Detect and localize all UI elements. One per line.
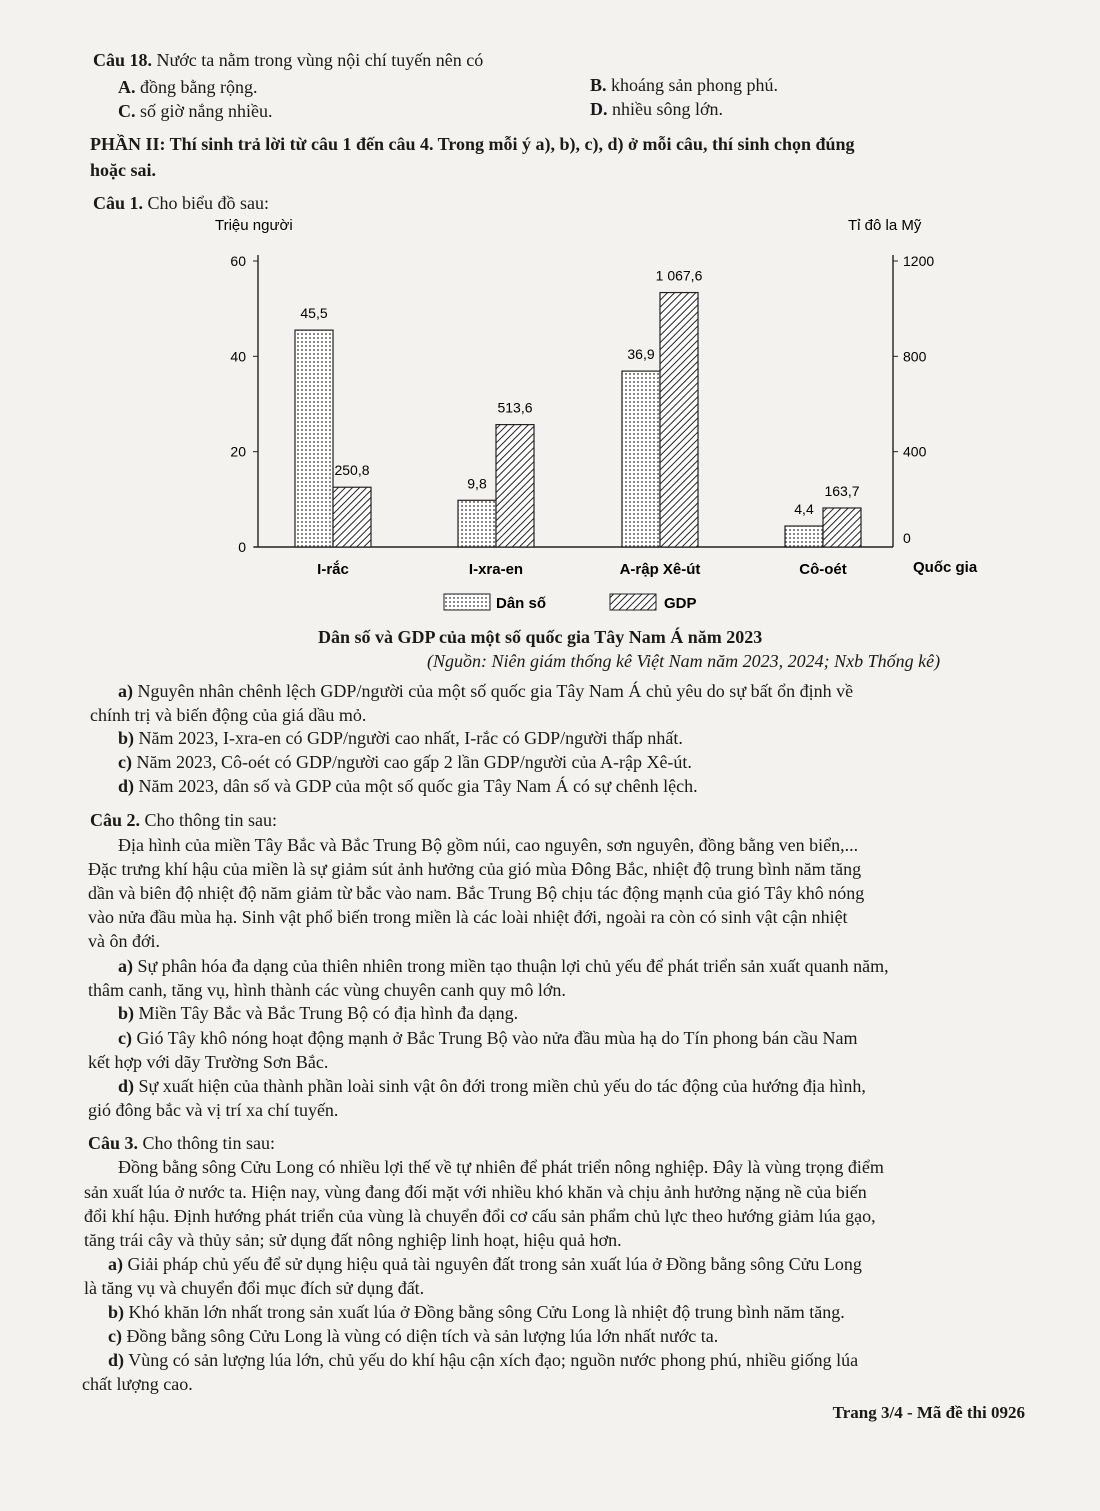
left-tick-label: 40 [230,348,246,365]
right-tick-label: 0 [903,530,911,546]
right-tick-label: 1200 [903,253,935,269]
q18-option-b: B. khoáng sản phong phú. [590,75,778,95]
c1-item-a-cont: chính trị và biến động của giá dầu mỏ. [90,705,367,725]
bar-dan-so [295,330,333,547]
left-tick-label: 20 [230,443,246,460]
bar-gdp [333,487,371,547]
c3-item-a: a) Giải pháp chủ yếu để sử dụng hiệu quả tài nguyên đất trong sản xuất lúa ở Đồng bằng sông Cửu Long [108,1254,862,1274]
legend-swatch-dan-so [444,594,490,610]
q18-heading [93,49,483,71]
category-label: A-rập Xê-út [619,561,701,578]
c3-text-line: tăng trái cây và thủy sản; sử dụng đất nông nghiệp linh hoạt, hiệu quả hơn. [84,1230,622,1250]
q18-option-c: C. số giờ nắng nhiều. [118,101,273,121]
c3-text-line: đổi khí hậu. Định hướng phát triển của vùng là chuyển đổi cơ cấu sản phẩm chủ lực theo hướng giảm lúa gạo, [84,1206,876,1226]
c2-heading [90,809,277,831]
q18-text: Nước ta nằm trong vùng nội chí tuyến nên có [152,50,484,70]
left-axis-title: Triệu người [215,217,293,234]
bar-gdp [660,293,698,547]
right-axis-title: Tỉ đô la Mỹ [848,217,922,234]
page-footer: Trang 3/4 - Mã đề thi 0926 [832,1403,1025,1422]
bar-gdp [496,425,534,547]
c3-item-a-cont: là tăng vụ và chuyển đổi mục đích sử dụng đất. [84,1278,425,1298]
c2-item-d-cont: gió đông bắc và vị trí xa chí tuyến. [88,1100,339,1120]
category-label: I-xra-en [468,561,524,578]
legend-label-dan-so: Dân số [496,595,547,612]
c1-item-b: b) Năm 2023, I-xra-en có GDP/người cao nhất, I-rắc có GDP/người thấp nhất. [118,728,683,748]
data-label-dan-so: 45,5 [300,305,328,322]
bar-chart [200,208,1000,618]
bar-gdp [823,508,861,547]
c3-text-line: Đồng bằng sông Cửu Long có nhiều lợi thế về tự nhiên để phát triển nông nghiệp. Đây là vùng trọng điểm [118,1157,884,1177]
chart-caption: Dân số và GDP của một số quốc gia Tây Nam Á năm 2023 [318,627,763,647]
category-label: I-rắc [317,561,349,578]
c3-heading [88,1132,275,1154]
c2-text-line: và ôn đới. [88,931,161,951]
data-label-gdp: 250,8 [334,462,370,479]
c1-number: Câu 1. [93,193,144,213]
legend-label-gdp: GDP [664,595,697,612]
c2-item-a-cont: thâm canh, tăng vụ, hình thành các vùng chuyên canh quy mô lớn. [88,980,566,1000]
right-tick-label: 400 [903,443,927,460]
c2-item-c: c) Gió Tây khô nóng hoạt động mạnh ở Bắc Trung Bộ vào nửa đầu mùa hạ do Tín phong bán cầu Nam [118,1028,858,1048]
q18-number: Câu 18. [93,50,153,70]
c1-item-d: d) Năm 2023, dân số và GDP của một số quốc gia Tây Nam Á có sự chênh lệch. [118,776,698,796]
c2-item-b: b) Miền Tây Bắc và Bắc Trung Bộ có địa hình đa dạng. [118,1003,519,1023]
right-tick-label: 800 [903,348,927,365]
c3-number: Câu 3. [88,1133,139,1153]
legend-swatch-gdp [610,594,656,610]
c1-item-c: c) Năm 2023, Cô-oét có GDP/người cao gấp 2 lần GDP/người của A-rập Xê-út. [118,752,692,772]
c3-item-b: b) Khó khăn lớn nhất trong sản xuất lúa ở Đồng bằng sông Cửu Long là nhiệt độ trung bình năm tăng. [108,1302,845,1322]
c3-text-line: sản xuất lúa ở nước ta. Hiện nay, vùng đang đối mặt với nhiều khó khăn và chịu ảnh hưởng nặng nề của biến [84,1182,867,1202]
c3-item-c: c) Đồng bằng sông Cửu Long là vùng có diện tích và sản lượng lúa lớn nhất nước ta. [108,1326,719,1346]
c2-text-line: dần và biên độ nhiệt độ năm giảm từ bắc vào nam. Bắc Trung Bộ chịu tác động mạnh của gió Tây khô nóng [88,883,865,903]
data-label-dan-so: 9,8 [467,475,487,492]
data-label-gdp: 1 067,6 [655,267,703,284]
part2-instructions-line1: PHẦN II: Thí sinh trả lời từ câu 1 đến câu 4. Trong mỗi ý a), b), c), d) ở mỗi câu, thí sinh chọn đúng [90,134,855,154]
c2-number: Câu 2. [90,810,141,830]
c2-item-c-cont: kết hợp với dãy Trường Sơn Bắc. [88,1052,329,1072]
chart-source: (Nguồn: Niên giám thống kê Việt Nam năm 2023, 2024; Nxb Thống kê) [427,651,941,671]
c2-item-d: d) Sự xuất hiện của thành phần loài sinh vật ôn đới trong miền chủ yếu do tác động của hướng địa hình, [118,1076,866,1096]
c1-item-a: a) Nguyên nhân chênh lệch GDP/người của một số quốc gia Tây Nam Á chủ yêu do sự bất ổn định về [118,681,854,701]
q18-option-d: D. nhiều sông lớn. [590,99,724,119]
x-axis-title: Quốc gia [913,559,978,576]
left-tick-label: 60 [230,253,246,269]
data-label-dan-so: 36,9 [627,346,655,363]
bar-dan-so [458,500,496,547]
data-label-gdp: 163,7 [824,482,860,499]
c2-text-line: vào nửa đầu mùa hạ. Sinh vật phổ biến trong miền là các loài nhiệt đới, ngoài ra còn có sinh vật cận nhiệt [88,907,848,927]
c2-text-line: Đặc trưng khí hậu của miền là sự giảm sút ảnh hưởng của gió mùa Đông Bắc, nhiệt độ trung bình năm tăng [88,859,862,879]
bar-dan-so [785,526,823,547]
q18-option-a: A. đồng bằng rộng. [118,77,258,97]
part2-instructions-line2: hoặc sai. [90,160,157,180]
c2-text: Cho thông tin sau: [140,810,278,830]
c3-item-d-cont: chất lượng cao. [82,1374,193,1394]
c2-item-a: a) Sự phân hóa đa dạng của thiên nhiên trong miền tạo thuận lợi chủ yếu để phát triển sản xuất quanh năm, [118,956,889,976]
c2-text-line: Địa hình của miền Tây Bắc và Bắc Trung Bộ gồm núi, cao nguyên, sơn nguyên, đồng bằng ven biển,... [118,835,859,855]
c3-text: Cho thông tin sau: [138,1133,276,1153]
category-label: Cô-oét [799,561,847,578]
data-label-dan-so: 4,4 [794,501,814,518]
c3-item-d: d) Vùng có sản lượng lúa lớn, chủ yếu do khí hậu cận xích đạo; nguồn nước phong phú, nhiều giống lúa [108,1350,859,1370]
data-label-gdp: 513,6 [497,399,533,416]
chart-container [200,208,1000,618]
c1-text: Cho biểu đồ sau: [143,193,270,213]
bar-dan-so [622,371,660,547]
left-tick-label: 0 [238,539,246,555]
